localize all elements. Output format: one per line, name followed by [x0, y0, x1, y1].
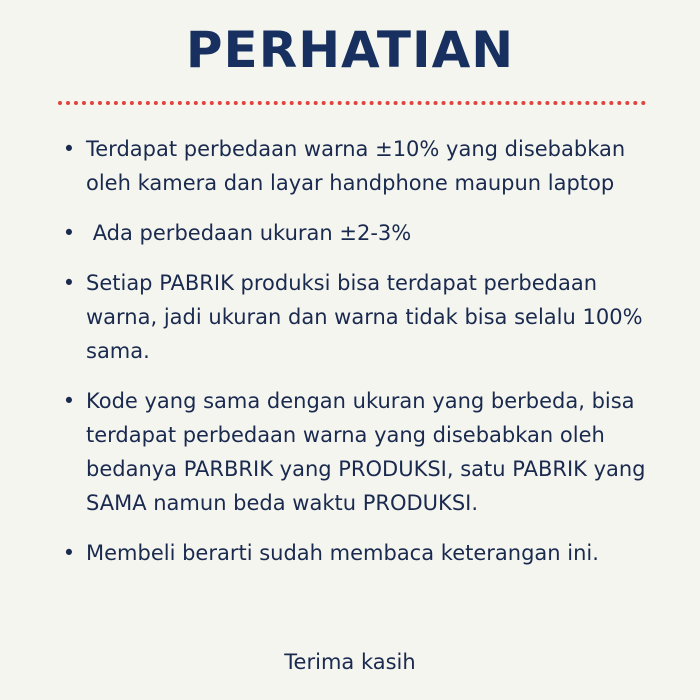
- notice-text: Setiap PABRIK produksi bisa terdapat perbedaan warna, jadi ukuran dan warna tidak bisa selalu 100% sama.: [86, 271, 643, 363]
- notice-item-same-code: [62, 384, 672, 520]
- notice-text: Terdapat perbedaan warna ±10% yang disebabkan oleh kamera dan layar handphone maupun laptop: [86, 137, 626, 195]
- notice-text: Kode yang sama dengan ukuran yang berbeda, bisa terdapat perbedaan warna yang disebabkan oleh bedanya PARBRIK yang PRODUKSI, satu PABRIK yang SAMA namun beda waktu PRODUKSI.: [86, 389, 646, 515]
- bullet-icon: •: [62, 271, 76, 295]
- notice-text: Membeli berarti sudah membaca keterangan ini.: [86, 541, 599, 565]
- notice-text: Ada perbedaan ukuran ±2-3%: [86, 221, 412, 245]
- bullet-icon: •: [62, 541, 76, 565]
- notice-item-color-difference: [62, 132, 672, 200]
- dotted-divider: [58, 101, 646, 105]
- notice-item-size-difference: [62, 216, 672, 250]
- notice-item-purchase-agreement: [62, 536, 672, 570]
- bullet-icon: •: [62, 137, 76, 161]
- notice-list: [62, 132, 672, 570]
- notice-item-factory-variation: [62, 266, 672, 368]
- bullet-icon: •: [62, 221, 76, 245]
- page-title: PERHATIAN: [185, 21, 515, 79]
- closing-text: Terima kasih: [284, 650, 416, 674]
- bullet-icon: •: [62, 389, 76, 413]
